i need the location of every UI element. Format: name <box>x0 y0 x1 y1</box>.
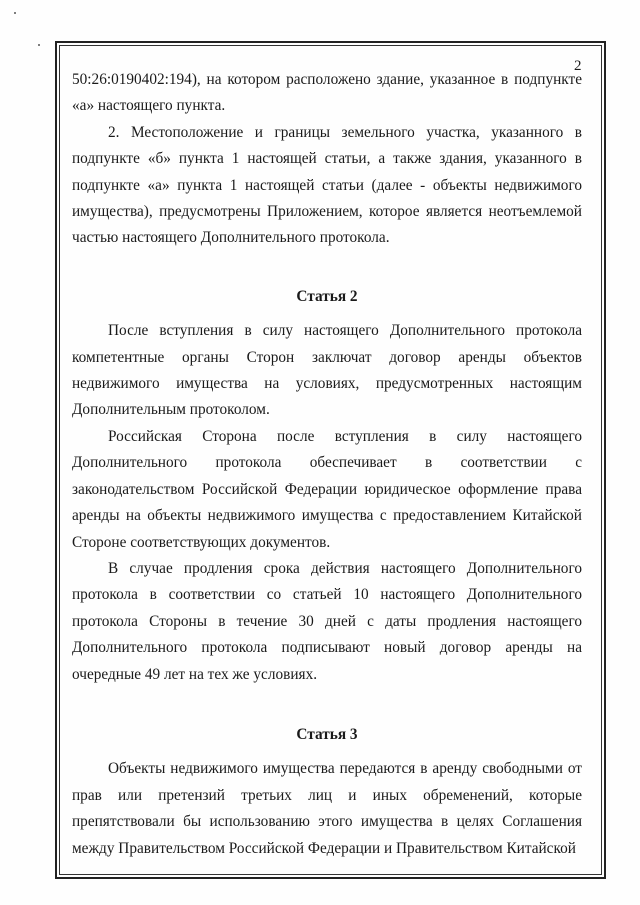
page-number: 2 <box>574 58 582 74</box>
scan-speck <box>14 12 16 14</box>
article-2-heading: Статья 2 <box>296 287 358 305</box>
article-3-paragraph: Объекты недвижимого имущества передаются в аренду свободными от прав или претензий третьих лиц и иных обременений, которые препятствовали бы использованию этого имущества в целях Соглашения между Правительством Российской Федерации и Правительством Китайской <box>72 760 582 857</box>
article-2-paragraph: В случае продления срока действия настоящего Дополнительного протокола в соответствии со статьей 10 настоящего Дополнительного протокола Стороны в течение 30 дней с даты продления настоящего Дополнительного протокола подписывают новый договор аренды на очередные 49 лет на тех же условиях. <box>72 559 582 683</box>
paragraph-item-2: 2. Местоположение и границы земельного участка, указанного в подпункте «б» пункта 1 настоящей статьи, а также здания, указанного в подпункте «а» пункта 1 настоящей статьи (далее - объекты недвижимого имущества), предусмотрены Приложением, которое является неотъемлемой частью настоящего Дополнительного протокола. <box>72 123 582 247</box>
article-3-heading: Статья 3 <box>296 725 358 743</box>
document-body <box>72 67 582 862</box>
article-2-paragraph: Российская Сторона после вступления в силу настоящего Дополнительного протокола обеспечивает в соответствии с законодательством Российской Федерации юридическое оформление права аренды на объекты недвижимого имущества с предоставлением Китайской Стороне соответствующих документов. <box>72 427 582 551</box>
paragraph-continuation: 50:26:0190402:194), на котором расположено здание, указанное в подпункте «а» настоящего пункта. <box>72 71 582 115</box>
scan-speck <box>38 44 40 46</box>
article-2-paragraph: После вступления в силу настоящего Дополнительного протокола компетентные органы Сторон заключат договор аренды объектов недвижимого имущества на условиях, предусмотренных настоящим Дополнительным протоколом. <box>72 322 582 419</box>
